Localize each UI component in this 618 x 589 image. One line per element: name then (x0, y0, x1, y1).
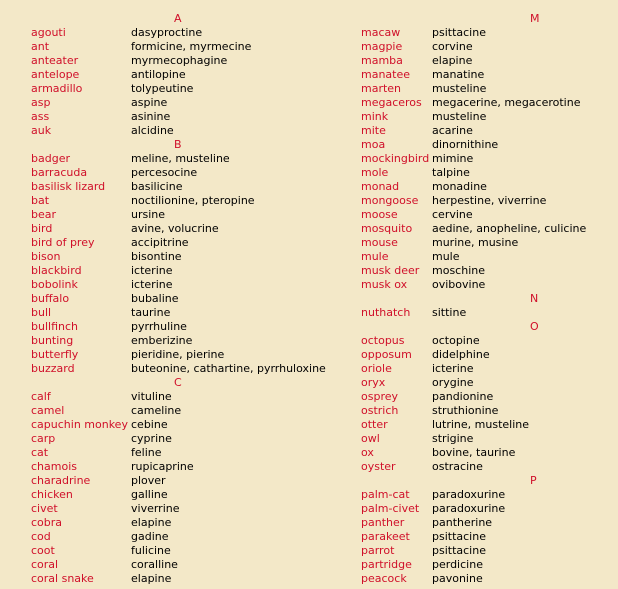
animal-adjective: psittacine (432, 544, 486, 557)
entry-row (31, 278, 321, 292)
entry-row (361, 166, 618, 180)
animal-name-link[interactable]: basilisk lizard (31, 180, 106, 193)
section-letter-heading: B (174, 138, 182, 151)
entry-row (31, 208, 321, 222)
entry-row (361, 222, 618, 236)
entry-row (31, 250, 321, 264)
animal-adjective: psittacine (432, 26, 486, 39)
entry-row (361, 362, 618, 376)
entry-row (361, 446, 618, 460)
animal-name-link[interactable]: bear (31, 208, 57, 221)
entry-row (31, 404, 321, 418)
animal-name-link[interactable]: mole (361, 166, 389, 179)
section-letter-heading: M (530, 12, 540, 25)
animal-adjective: cyprine (131, 432, 172, 445)
entry-row (31, 446, 321, 460)
animal-name-link[interactable]: nuthatch (361, 306, 411, 319)
animal-name-link[interactable]: camel (31, 404, 65, 417)
animal-name-link[interactable]: coral (31, 558, 59, 571)
animal-adjective: acarine (432, 124, 473, 137)
section-letter-heading: O (530, 320, 539, 333)
animal-name-link[interactable]: cod (31, 530, 51, 543)
entry-row (361, 544, 618, 558)
animal-name-link[interactable]: auk (31, 124, 52, 137)
animal-name-link[interactable]: palm-civet (361, 502, 420, 515)
entry-row (361, 488, 618, 502)
animal-name-link[interactable]: mosquito (361, 222, 413, 235)
animal-name-link[interactable]: chicken (31, 488, 73, 501)
animal-adjective: formicine, myrmecine (131, 40, 252, 53)
animal-name-link[interactable]: mite (361, 124, 386, 137)
animal-name-link[interactable]: moose (361, 208, 398, 221)
entry-row (361, 26, 618, 40)
animal-name-link[interactable]: moa (361, 138, 386, 151)
animal-adjective: perdicine (432, 558, 483, 571)
animal-name-link[interactable]: bunting (31, 334, 74, 347)
animal-adjective: rupicaprine (131, 460, 194, 473)
animal-name-link[interactable]: musk ox (361, 278, 408, 291)
animal-adjective: alcidine (131, 124, 174, 137)
animal-name-link[interactable]: mouse (361, 236, 398, 249)
animal-name-link[interactable]: ostrich (361, 404, 399, 417)
animal-adjective: megacerine, megacerotine (432, 96, 581, 109)
entry-row (361, 502, 618, 516)
letter-section (361, 12, 618, 292)
animal-name-link[interactable]: macaw (361, 26, 401, 39)
letter-section (361, 292, 618, 320)
animal-adjective: icterine (432, 362, 474, 375)
entry-row (361, 250, 618, 264)
animal-adjective: cervine (432, 208, 473, 221)
animal-adjective: psittacine (432, 530, 486, 543)
entry-row (361, 180, 618, 194)
animal-name-link[interactable]: coral snake (31, 572, 94, 585)
animal-adjective: elapine (131, 572, 172, 585)
entry-row (361, 208, 618, 222)
animal-name-link[interactable]: mamba (361, 54, 403, 67)
animal-adjective: taurine (131, 306, 171, 319)
entry-row (31, 26, 321, 40)
animal-adjective: ursine (131, 208, 166, 221)
animal-name-link[interactable]: manatee (361, 68, 411, 81)
entry-row (31, 54, 321, 68)
animal-adjective: talpine (432, 166, 470, 179)
animal-adjective: ostracine (432, 460, 483, 473)
animal-adjective: noctilionine, pteropine (131, 194, 255, 207)
animal-adjective: musteline (432, 110, 487, 123)
animal-adjective: monadine (432, 180, 487, 193)
animal-name-link[interactable]: mink (361, 110, 389, 123)
animal-name-link[interactable]: buzzard (31, 362, 75, 375)
animal-adjective: pantherine (432, 516, 493, 529)
entry-row (361, 110, 618, 124)
animal-adjective: sittine (432, 306, 467, 319)
animal-name-link[interactable]: civet (31, 502, 58, 515)
animal-adjective: aspine (131, 96, 168, 109)
entry-row (31, 236, 321, 250)
animal-adjective: corvine (432, 40, 473, 53)
animal-name-link[interactable]: badger (31, 152, 70, 165)
entry-row (361, 390, 618, 404)
entry-row (31, 320, 321, 334)
animal-adjective: fulicine (131, 544, 171, 557)
animal-name-link[interactable]: cat (31, 446, 49, 459)
entry-row (31, 474, 321, 488)
animal-name-link[interactable]: musk deer (361, 264, 420, 277)
animal-adjective: basilicine (131, 180, 183, 193)
animal-name-link[interactable]: owl (361, 432, 380, 445)
animal-adjective: elapine (131, 516, 172, 529)
animal-adjective: mimine (432, 152, 474, 165)
animal-adjective: pieridine, pierine (131, 348, 225, 361)
entry-row (31, 292, 321, 306)
animal-name-link[interactable]: bobolink (31, 278, 78, 291)
animal-name-link[interactable]: butterfly (31, 348, 79, 361)
animal-name-link[interactable]: octopus (361, 334, 405, 347)
animal-adjective: herpestine, viverrine (432, 194, 547, 207)
entry-row (361, 404, 618, 418)
left-column (31, 12, 326, 586)
section-letter-heading: A (174, 12, 182, 25)
animal-name-link[interactable]: megaceros (361, 96, 422, 109)
animal-name-link[interactable]: chamois (31, 460, 77, 473)
entry-row (361, 418, 618, 432)
entry-row (361, 460, 618, 474)
entry-row (361, 516, 618, 530)
animal-adjective: pyrrhuline (131, 320, 187, 333)
entry-row (31, 558, 321, 572)
entry-row (361, 432, 618, 446)
entry-row (31, 516, 321, 530)
letter-section (361, 474, 618, 586)
animal-name-link[interactable]: parrot (361, 544, 395, 557)
animal-adjective: emberizine (131, 334, 193, 347)
animal-adjective: musteline (432, 82, 487, 95)
entry-row (361, 348, 618, 362)
animal-name-link[interactable]: buffalo (31, 292, 70, 305)
animal-adjective: elapine (432, 54, 473, 67)
entry-row (361, 278, 618, 292)
animal-name-link[interactable]: calf (31, 390, 51, 403)
animal-name-link[interactable]: oriole (361, 362, 392, 375)
animal-adjective: bovine, taurine (432, 446, 516, 459)
entry-row (31, 530, 321, 544)
animal-adjective: paradoxurine (432, 502, 506, 515)
entry-row (31, 222, 321, 236)
entry-row (31, 166, 321, 180)
entry-row (361, 40, 618, 54)
animal-name-link[interactable]: peacock (361, 572, 407, 585)
entry-row (361, 54, 618, 68)
entry-row (361, 68, 618, 82)
animal-adjective: percesocine (131, 166, 198, 179)
section-letter-heading: P (530, 474, 537, 487)
entry-row (31, 264, 321, 278)
entry-row (31, 180, 321, 194)
animal-name-link[interactable]: bird of prey (31, 236, 95, 249)
animal-name-link[interactable]: bat (31, 194, 50, 207)
entry-row (31, 68, 321, 82)
animal-name-link[interactable]: parakeet (361, 530, 410, 543)
entry-row (31, 460, 321, 474)
entry-row (31, 110, 321, 124)
animal-adjective: orygine (432, 376, 474, 389)
section-letter-heading: N (530, 292, 539, 305)
animal-adjective: viverrine (131, 502, 180, 515)
animal-name-link[interactable]: mockingbird (361, 152, 430, 165)
entry-row (31, 152, 321, 166)
animal-adjective: bisontine (131, 250, 182, 263)
entry-row (31, 544, 321, 558)
entry-row (361, 376, 618, 390)
animal-name-link[interactable]: osprey (361, 390, 399, 403)
animal-name-link[interactable]: cobra (31, 516, 63, 529)
animal-name-link[interactable]: anteater (31, 54, 79, 67)
entry-row (31, 348, 321, 362)
animal-name-link[interactable]: charadrine (31, 474, 91, 487)
entry-row (31, 334, 321, 348)
animal-name-link[interactable]: ant (31, 40, 50, 53)
animal-name-link[interactable]: mongoose (361, 194, 419, 207)
animal-adjective: dinornithine (432, 138, 499, 151)
animal-name-link[interactable]: monad (361, 180, 400, 193)
animal-adjective: vituline (131, 390, 172, 403)
animal-adjective: accipitrine (131, 236, 189, 249)
section-letter-heading: C (174, 376, 182, 389)
entry-row (31, 502, 321, 516)
animal-name-link[interactable]: oyster (361, 460, 396, 473)
animal-name-link[interactable]: mule (361, 250, 389, 263)
letter-section (31, 12, 321, 138)
animal-name-link[interactable]: barracuda (31, 166, 88, 179)
entry-row (361, 530, 618, 544)
entry-row (31, 40, 321, 54)
animal-adjective: cameline (131, 404, 182, 417)
entry-row (31, 124, 321, 138)
entry-row (361, 96, 618, 110)
animal-adjective: bubaline (131, 292, 179, 305)
animal-adjective: dasyproctine (131, 26, 203, 39)
entry-row (361, 306, 618, 320)
animal-adjective: lutrine, musteline (432, 418, 530, 431)
entry-row (361, 194, 618, 208)
entry-row (361, 236, 618, 250)
animal-adjective: icterine (131, 278, 173, 291)
animal-name-link[interactable]: bird (31, 222, 53, 235)
animal-adjective: gadine (131, 530, 169, 543)
animal-adjective: meline, musteline (131, 152, 230, 165)
letter-section (361, 320, 618, 474)
animal-adjective: coralline (131, 558, 178, 571)
animal-adjective: myrmecophagine (131, 54, 228, 67)
animal-adjective: paradoxurine (432, 488, 506, 501)
animal-adjective: tolypeutine (131, 82, 194, 95)
entry-row (31, 432, 321, 446)
animal-name-link[interactable]: blackbird (31, 264, 82, 277)
animal-name-link[interactable]: bison (31, 250, 61, 263)
entry-row (31, 488, 321, 502)
animal-name-link[interactable]: armadillo (31, 82, 83, 95)
animal-adjective: pavonine (432, 572, 483, 585)
animal-name-link[interactable]: oryx (361, 376, 386, 389)
entry-row (31, 572, 321, 586)
animal-name-link[interactable]: asp (31, 96, 51, 109)
entry-row (361, 152, 618, 166)
animal-name-link[interactable]: antelope (31, 68, 80, 81)
animal-adjective: octopine (432, 334, 480, 347)
animal-adjective: antilopine (131, 68, 186, 81)
entry-row (31, 362, 326, 376)
animal-adjective: didelphine (432, 348, 490, 361)
animal-adjective: murine, musine (432, 236, 519, 249)
animal-name-link[interactable]: capuchin monkey (31, 418, 128, 431)
entry-row (361, 334, 618, 348)
animal-name-link[interactable]: ass (31, 110, 50, 123)
letter-section (31, 138, 326, 376)
animal-name-link[interactable]: panther (361, 516, 405, 529)
animal-name-link[interactable]: bull (31, 306, 52, 319)
animal-name-link[interactable]: carp (31, 432, 56, 445)
entry-row (31, 306, 321, 320)
animal-adjective: buteonine, cathartine, pyrrhuloxine (131, 362, 326, 375)
animal-adjective: manatine (432, 68, 485, 81)
entry-row (31, 82, 321, 96)
animal-name-link[interactable]: agouti (31, 26, 66, 39)
animal-name-link[interactable]: ox (361, 446, 374, 459)
animal-name-link[interactable]: bullfinch (31, 320, 78, 333)
animal-adjective: feline (131, 446, 162, 459)
entry-row (31, 96, 321, 110)
animal-adjective: asinine (131, 110, 171, 123)
entry-row (361, 138, 618, 152)
animal-adjective: galline (131, 488, 168, 501)
entry-row (361, 82, 618, 96)
animal-adjective: plover (131, 474, 166, 487)
entry-row (31, 194, 321, 208)
entry-row (361, 124, 618, 138)
animal-name-link[interactable]: marten (361, 82, 402, 95)
animal-name-link[interactable]: partridge (361, 558, 412, 571)
animal-adjective: cebine (131, 418, 168, 431)
animal-adjective: aedine, anopheline, culicine (432, 222, 587, 235)
animal-adjective: ovibovine (432, 278, 486, 291)
entry-row (31, 418, 321, 432)
right-column (361, 12, 618, 586)
animal-adjective: moschine (432, 264, 485, 277)
animal-adjective: struthionine (432, 404, 499, 417)
entry-row (361, 558, 618, 572)
animal-adjective: icterine (131, 264, 173, 277)
animal-adjective: pandionine (432, 390, 494, 403)
animal-adjective: avine, volucrine (131, 222, 219, 235)
animal-adjective: mule (432, 250, 460, 263)
animal-name-link[interactable]: coot (31, 544, 55, 557)
entry-row (361, 572, 618, 586)
entry-row (31, 390, 321, 404)
animal-adjective: strigine (432, 432, 474, 445)
entry-row (361, 264, 618, 278)
animal-name-link[interactable]: palm-cat (361, 488, 410, 501)
letter-section (31, 376, 321, 586)
animal-name-link[interactable]: otter (361, 418, 388, 431)
animal-name-link[interactable]: magpie (361, 40, 403, 53)
animal-name-link[interactable]: opposum (361, 348, 412, 361)
